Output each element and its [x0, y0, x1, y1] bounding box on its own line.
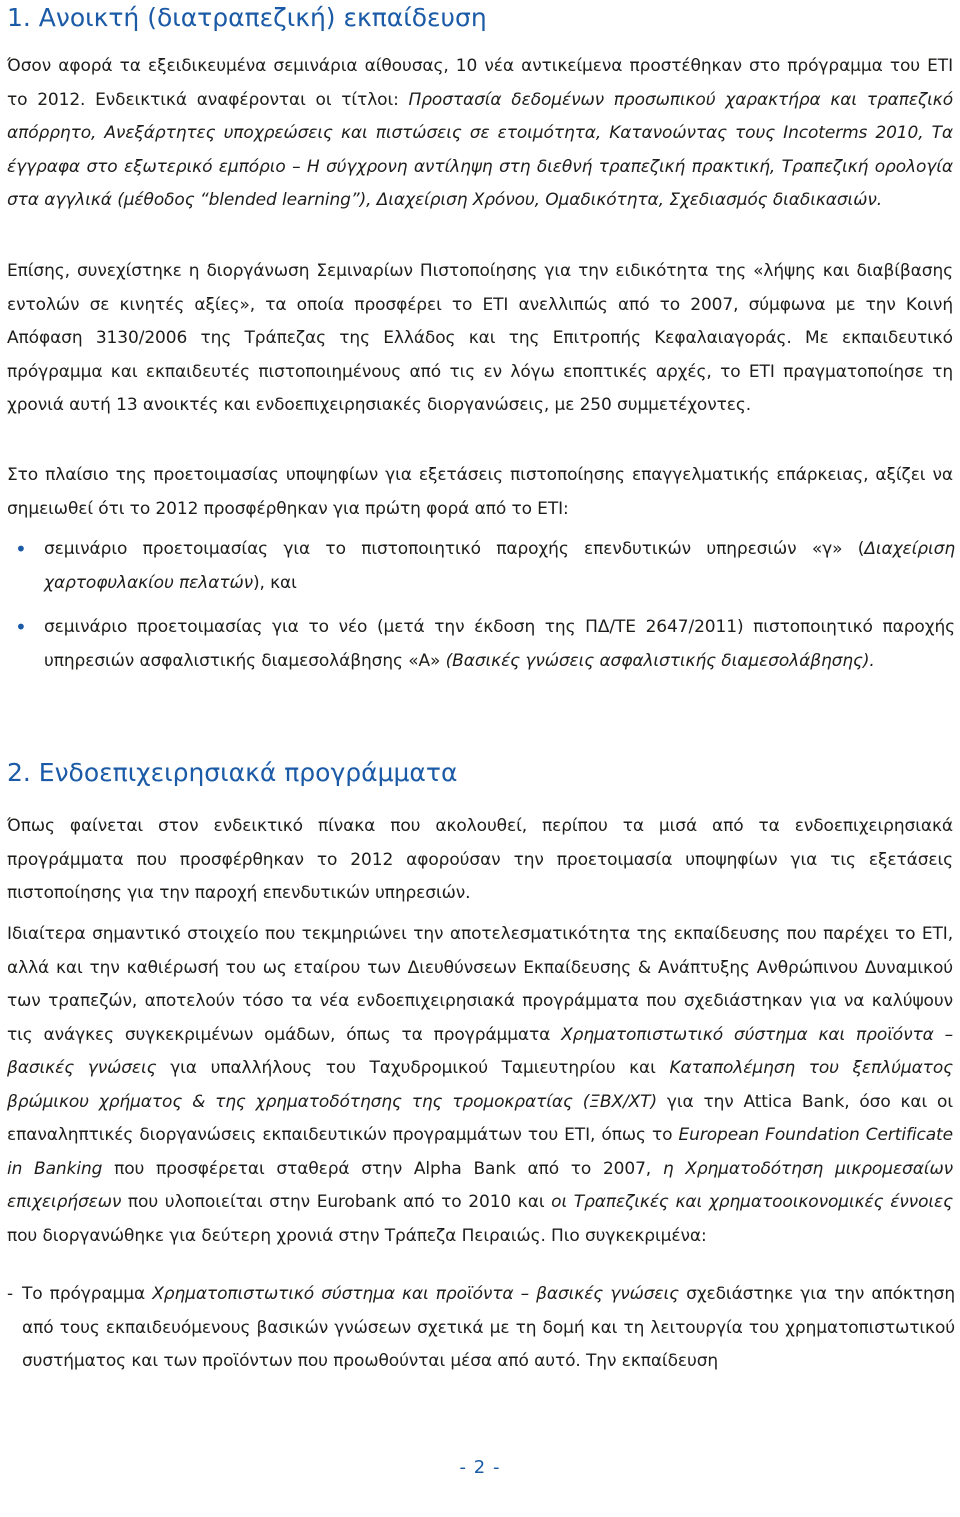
page-number: - 2 - [459, 1457, 501, 1478]
section-1-paragraph-1 [7, 50, 953, 218]
bullet-item-1 [7, 533, 955, 600]
section-1-heading: 1. Ανοικτή (διατραπεζική) εκπαίδευση [7, 3, 487, 32]
section-1-paragraph-3: Στο πλαίσιο της προετοιμασίας υποψηφίων για εξετάσεις πιστοποίησης επαγγελματικής επάρκειας, αξίζει να σημειωθεί ότι το 2012 προσφέρθηκαν για πρώτη φορά από το ΕΤΙ: [7, 465, 953, 519]
bullet-text: σεμινάριο προετοιμασίας για το πιστοποιητικό παροχής επενδυτικών υπηρεσιών «γ» (Διαχείριση χαρτοφυλακίου πελατών), και [44, 539, 955, 593]
bullet-text: σεμινάριο προετοιμασίας για το νέο (μετά την έκδοση της ΠΔ/ΤΕ 2647/2011) πιστοποιητικό παροχής υπηρεσιών ασφαλιστικής διαμεσολάβησης «Α» (Βασικές γνώσεις ασφαλιστικής διαμεσολάβησης). [44, 617, 955, 671]
paragraph-italic-titles: Προστασία δεδομένων προσωπικού χαρακτήρα και τραπεζικό απόρρητο, Ανεξάρτητες υποχρεώσεις και πιστώσεις σε ετοιμότητα, Κατανοώντας τους Incoterms 2010, Τα έγγραφα στο εξωτερικό εμπόριο – Η σύγχρονη αντίληψη στη διεθνή τραπεζική πρακτική, Τραπεζική ορολογία στα αγγλικά (μέθοδος “blended learning”), Διαχείριση Χρόνου, Ομαδικότητα, Σχεδιασμός διαδικασιών. [7, 89, 953, 210]
dash-marker: - [7, 1284, 14, 1304]
bullet-icon: • [15, 615, 27, 639]
bullet-icon: • [15, 537, 27, 561]
paragraph-text: Όσον αφορά τα εξειδικευμένα σεμινάρια αίθουσας, 10 νέα αντικείμενα προστέθηκαν στο πρόγραμμα του ΕΤΙ το 2012. Ενδεικτικά αναφέρονται οι τίτλοι: [7, 56, 953, 110]
section-2-paragraph-2: Ιδιαίτερα σημαντικό στοιχείο που τεκμηριώνει την αποτελεσματικότητα της εκπαίδευσης που παρέχει το ΕΤΙ, αλλά και την καθιέρωσή του ως εταίρου των Διευθύνσεων Εκπαίδευσης & Ανάπτυξης Ανθρώπινου Δυναμικού των τραπεζών, αποτελούν τόσο τα νέα ενδοεπιχειρησιακά προγράμματα που σχεδιάστηκαν για να καλύψουν τις ανάγκες συγκεκριμένων ομάδων, όπως τα προγράμματα Χρηματοπιστωτικό σύστημα και προϊόντα – βασικές γνώσεις για υπαλλήλους του Ταχυδρομικού Ταμιευτηρίου και Καταπολέμηση του ξεπλύματος βρώμικου χρήματος & της χρηματοδότησης της τρομοκρατίας (ΞΒΧ/ΧΤ) για την Attica Bank, όσο και οι επαναληπτικές διοργανώσεις εκπαιδευτικών προγραμμάτων του ΕΤΙ, όπως το European Foundation Certificate in Banking που προσφέρεται σταθερά στην Alpha Bank από το 2007, η Χρηματοδότηση μικρομεσαίων επιχειρήσεων που υλοποιείται στην Eurobank από το 2010 και οι Τραπεζικές και χρηματοοικονομικές έννοιες που διοργανώθηκε για δεύτερη χρονιά στην Τράπεζα Πειραιώς. Πιο συγκεκριμένα: [7, 924, 954, 1246]
section-2-heading: 2. Ενδοεπιχειρησιακά προγράμματα [7, 758, 458, 787]
bullet-item-2 [7, 611, 955, 678]
section-1-paragraph-2: Επίσης, συνεχίστηκε η διοργάνωση Σεμιναρίων Πιστοποίησης για την ειδικότητα της «λήψης και διαβίβασης εντολών σε κινητές αξίες», τα οποία προσφέρει το ΕΤΙ ανελλιπώς από το 2007, σύμφωνα με την Κοινή Απόφαση 3130/2006 της Τράπεζας της Ελλάδος και της Επιτροπής Κεφαλαιαγοράς. Με εκπαιδευτικό πρόγραμμα και εκπαιδευτές πιστοποιημένους από τις εν λόγω εποπτικές αρχές, το ΕΤΙ πραγματοποίησε τη χρονιά αυτή 13 ανοικτές και ενδοεπιχειρησιακές διοργανώσεις, με 250 συμμετέχοντες. [7, 261, 953, 415]
dash-list-item [7, 1278, 955, 1379]
dash-item-text: Το πρόγραμμα Χρηματοπιστωτικό σύστημα και προϊόντα – βασικές γνώσεις σχεδιάστηκε για την απόκτηση από τους εκπαιδευόμενους βασικών γνώσεων σχετικά με τη δομή και τη λειτουργία του χρηματοπιστωτικού συστήματος και των προϊόντων που προωθούνται μέσα από αυτό. Την εκπαίδευση [22, 1284, 955, 1371]
section-2-paragraph-1: Όπως φαίνεται στον ενδεικτικό πίνακα που ακολουθεί, περίπου τα μισά από τα ενδοεπιχειρησιακά προγράμματα που προσφέρθηκαν το 2012 αφορούσαν την προετοιμασία υποψηφίων για τις εξετάσεις πιστοποίησης για την παροχή επενδυτικών υπηρεσιών. [7, 816, 953, 903]
